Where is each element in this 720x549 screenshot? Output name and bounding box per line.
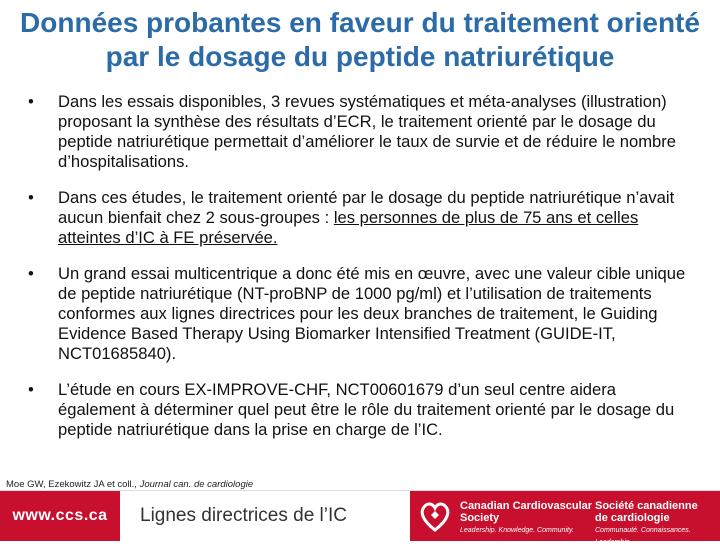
reference-authors: Moe GW, Ezekowitz JA et coll., xyxy=(6,479,140,490)
slide-title: Données probantes en faveur du traitement orienté par le dosage du peptide natriurétique xyxy=(20,7,700,72)
website-link[interactable]: www.ccs.ca xyxy=(0,491,120,541)
bullet-item xyxy=(28,264,696,364)
bullet-item xyxy=(28,188,696,248)
bullet-list xyxy=(28,92,696,456)
bullet-marker: • xyxy=(28,188,34,207)
bullet-marker: • xyxy=(28,264,34,283)
bullet-text: Dans ces études, le traitement orienté par le dosage du peptide natriurétique n’avait aucun bienfait chez 2 sous-groupes : xyxy=(58,188,675,227)
logo-text-french: Société canadienne de cardiologie Communauté. Connaissances. Leadership. xyxy=(595,500,698,546)
bullet-item xyxy=(28,92,696,172)
reference-journal: Journal can. de cardiologie xyxy=(139,479,254,490)
logo-text-english: Canadian Cardiovascular Society Leadership. Knowledge. Community. xyxy=(460,500,593,534)
bullet-underlined-text: les personnes de plus de 75 ans et celles atteintes d’IC à FE préservée. xyxy=(58,208,639,247)
reference-citation xyxy=(6,479,253,490)
heart-logo-icon xyxy=(418,498,452,534)
bullet-marker: • xyxy=(28,380,34,399)
footer-title: Lignes directrices de l’IC xyxy=(140,505,347,526)
bullet-text: Un grand essai multicentrique a donc été mis en œuvre, avec une valeur cible unique de peptide natriurétique (NT-proBNP de 1000 pg/ml) et l’utilisation de traitements conformes aux lignes directrices pour les deux branches de traitement, le Guiding Evidence Based Therapy Using Biomarker Intensified Treatment (GUIDE-IT, NCT01685840). xyxy=(58,264,686,363)
bullet-text: L’étude en cours EX-IMPROVE-CHF, NCT00601679 d’un seul centre aidera également à déterminer quel peut être le rôle du traitement orienté par le dosage du peptide natriurétique dans la prise en charge de l’IC. xyxy=(58,380,675,439)
bullet-item xyxy=(28,380,696,440)
bullet-text: Dans les essais disponibles, 3 revues systématiques et méta-analyses (illustration) proposant la synthèse des résultats d’ECR, le traitement orienté par le dosage du peptide natriurétique permettait d’améliorer le taux de survie et de réduire le nombre d’hospitalisations. xyxy=(58,92,676,171)
bullet-marker: • xyxy=(28,92,34,111)
ccs-logo xyxy=(410,491,720,546)
footer-bar xyxy=(0,490,720,546)
